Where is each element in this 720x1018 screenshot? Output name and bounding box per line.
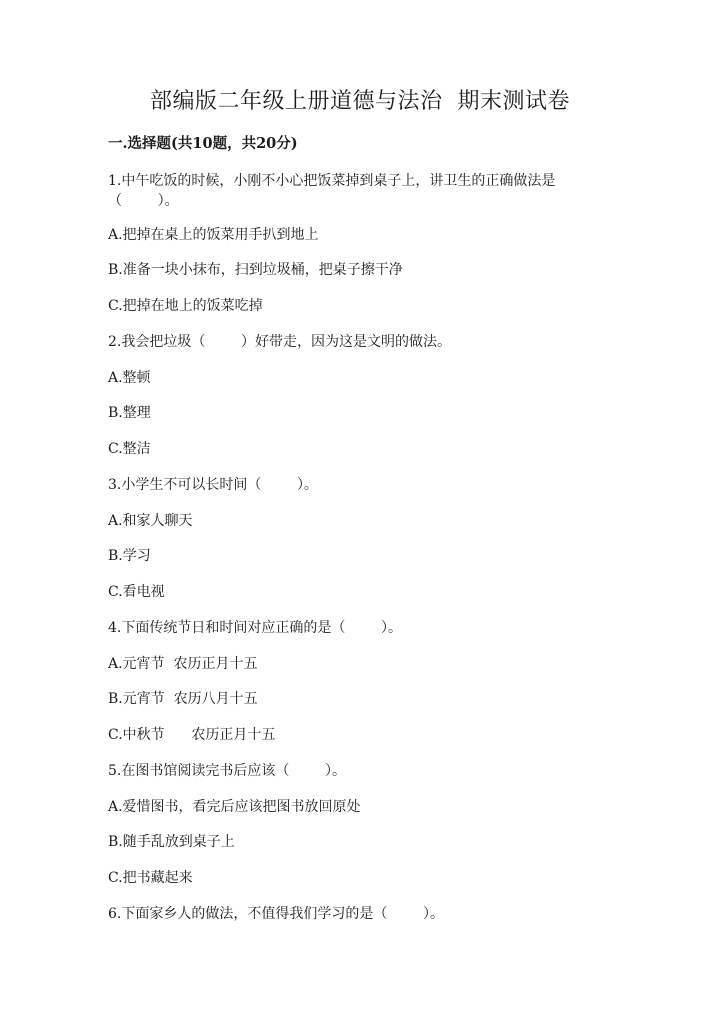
- question-3-option-c: C.看电视: [108, 584, 165, 600]
- question-1-option-b: B.准备一块小抹布，扫到垃圾桶，把桌子擦干净: [108, 262, 403, 278]
- question-1-option-c: C.把掉在地上的饭菜吃掉: [108, 298, 263, 314]
- question-4-option-a: A.元宵节 农历正月十五: [108, 656, 258, 672]
- question-3-stem: 3.小学生不可以长时间（ ）。: [108, 477, 318, 493]
- question-2-stem: 2.我会把垃圾（ ）好带走，因为这是文明的做法。: [108, 334, 451, 350]
- question-4-option-b: B.元宵节 农历八月十五: [108, 691, 258, 707]
- question-3-option-b: B.学习: [108, 548, 151, 564]
- question-2-option-c: C.整洁: [108, 441, 151, 457]
- question-2-option-b: B.整理: [108, 405, 151, 421]
- section-heading: 一.选择题(共10题，共20分): [108, 135, 298, 152]
- question-1-stem-continued: （ ）。: [108, 193, 179, 209]
- question-2-option-a: A.整顿: [108, 370, 151, 386]
- question-6-stem: 6.下面家乡人的做法，不值得我们学习的是（ ）。: [108, 906, 444, 922]
- question-1-stem: 1.中午吃饭的时候，小刚不小心把饭菜掉到桌子上，讲卫生的正确做法是: [108, 173, 556, 189]
- question-5-stem: 5.在图书馆阅读完书后应该（ ）。: [108, 763, 346, 779]
- question-1-option-a: A.把掉在桌上的饭菜用手扒到地上: [108, 227, 319, 243]
- question-4-stem: 4.下面传统节日和时间对应正确的是（ ）。: [108, 620, 402, 636]
- question-4-option-c: C.中秋节 农历正月十五: [108, 727, 276, 743]
- question-5-option-b: B.随手乱放到桌子上: [108, 834, 235, 850]
- question-5-option-c: C.把书藏起来: [108, 870, 193, 886]
- question-5-option-a: A.爱惜图书，看完后应该把图书放回原处: [108, 799, 361, 815]
- question-3-option-a: A.和家人聊天: [108, 513, 193, 529]
- page-title: 部编版二年级上册道德与法治 期末测试卷: [150, 89, 570, 114]
